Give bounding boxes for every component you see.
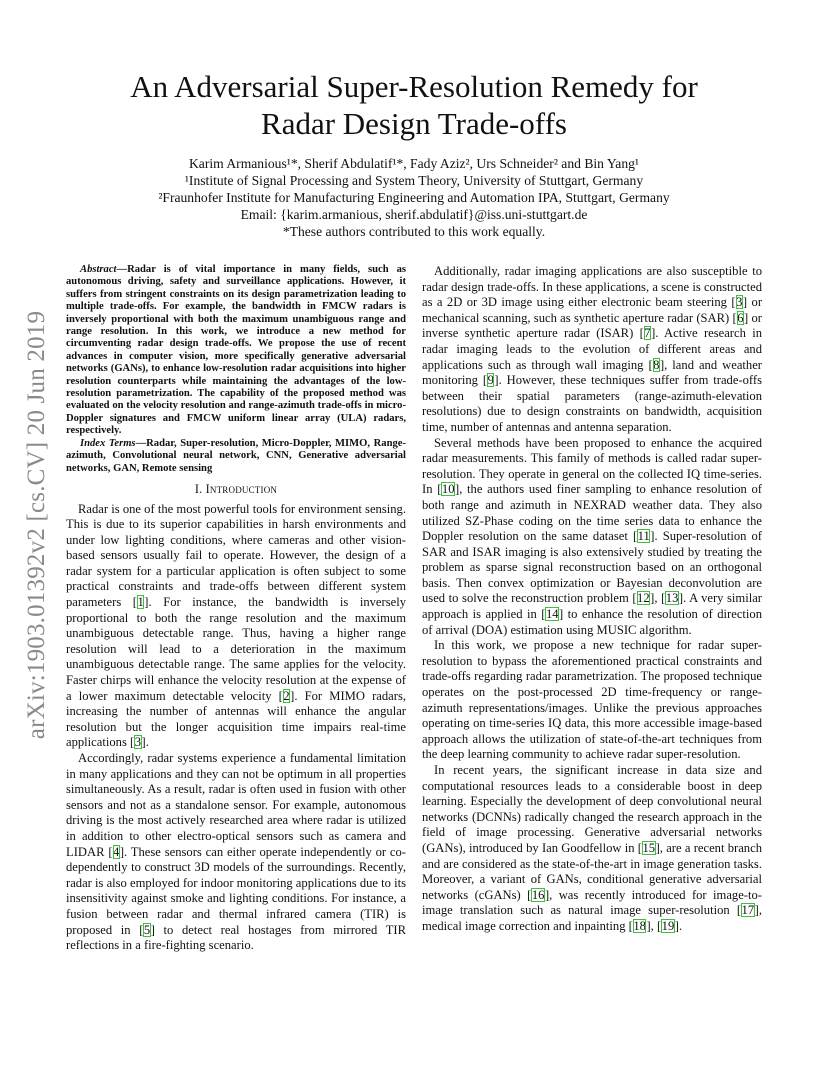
- citation-link[interactable]: 5: [143, 922, 151, 937]
- paragraph-intro-5: In this work, we propose a new technique for radar super-resolution to bypass the aforementioned practical constraints and trade-offs regarding radar parametrization. The proposed technique operates on the post-processed 2D time-frequency or range-azimuth representations/images. Unlike the previous approaches operating on time-series IQ data, this more accessible image-based approach allows the utilization of state-of-the-art techniques from the deep learning community to achieve radar super-resolution.: [422, 638, 762, 762]
- index-terms-label: Index Terms: [80, 437, 136, 449]
- affiliation-1: ¹Institute of Signal Processing and System Theory, University of Stuttgart, Germany: [184, 173, 644, 188]
- paragraph-text: ,: [650, 918, 657, 933]
- paragraph-text: . Super-resolution of SAR and ISAR imaging is also extensively studied by treating the problem as sparse signal reconstruction based on an orthogonal basis. Then convex optimization or Bayesian deconvolution are used to solve the reconstruction problem: [422, 529, 762, 606]
- right-column: [422, 264, 762, 935]
- citation-link[interactable]: 4: [113, 844, 120, 859]
- author-list: Karim Armanious¹*, Sherif Abdulatif¹*, Fady Aziz², Urs Schneider² and Bin Yang¹: [188, 156, 640, 171]
- paragraph-text: , the authors used finer sampling to enhance resolution of both range and azimuth in NEXRAD weather data. They also utilized SZ-Phase coding on the time series data to enhance the Doppler resolution on the same dataset: [422, 482, 762, 544]
- paragraph-intro-1: Radar is one of the most powerful tools for environment sensing. This is due to its superior capabilities in harsh environments and under low lighting conditions, where cameras and other vision-based sensors usually fail to operate. However, the design of a radar system for a particular application is often subject to some practical constraints and trade-offs between different system parameters [1]. For instance, the bandwidth is inversely proportional to both the range resolution and the maximum unambiguous detectable range. Thus, having a higher range resolution will lead to a deterioration in the maximum unambiguous detectable range. The same applies for the velocity. Faster chirps will enhance the velocity resolution at the expense of a lower maximum detectable velocity [2]. For MIMO radars, increasing the number of antennas will enhance the angular resolution but the longer acquisition time impairs real-time applications [3].: [66, 501, 407, 750]
- paragraph-text: . A very similar approach is applied in: [422, 591, 763, 622]
- paragraph-text: , land and weather monitoring: [422, 357, 762, 388]
- affiliation-2: ²Fraunhofer Institute for Manufacturing Engineering and Automation IPA, Stuttgart, Germany: [158, 190, 670, 205]
- paragraph-text: or mechanical scanning, such as synthetic aperture radar (SAR): [422, 295, 763, 325]
- paragraph-intro-2: Accordingly, radar systems experience a fundamental limitation in many applications and they can not be optimum in all properties simultaneously. As a result, radar is often used in fusion with other sensors and not as a standalone sensor. For example, autonomous driving is the most actively researched area where radar is utilized in addition to other electro-optical sensors such as camera and LIDAR [4]. These sensors can either operate independently or co-dependently to construct 3D models of the surroundings. Recently, radar is also employed for indoor monitoring applications due to its insensitivity against smoke and lighting conditions. For instance, a fusion between radar and thermal infrared camera (TIR) is proposed in [5] to detect real hostages from mirrored TIR reflections in a fire-fighting scenario.: [66, 751, 407, 953]
- citation-link[interactable]: 9: [487, 373, 494, 388]
- equal-contribution-note: *These authors contributed to this work equally.: [282, 224, 546, 239]
- paragraph-text: , was recently introduced for image-to-image translation such as natural image super-resolution: [422, 887, 762, 918]
- paragraph-text: . For instance, the bandwidth is inversely proportional to both the range resolution and the maximum unambiguous detectable range. Thus, having a higher range resolution will lead to a deterioration in the maximum unambiguous detectable range. The same applies for the velocity. Faster chirps will enhance the velocity resolution at the expense of a lower maximum detectable velocity: [66, 595, 406, 703]
- paper-title-line-2: Radar Design Trade-offs: [261, 106, 567, 141]
- paragraph-text: .: [145, 735, 149, 750]
- citation-link[interactable]: 7: [644, 326, 651, 341]
- paragraph-text: Radar is one of the most powerful tools for environment sensing. This is due to its superior capabilities in harsh environments and under low lighting conditions, where cameras and other vision-based sensors usually fail to operate. However, the design of a radar system for a particular application is often subject to some practical constraints and trade-offs between different system parameters: [66, 501, 406, 610]
- paragraph-text: , medical image correction and inpainting: [422, 903, 762, 933]
- paper-title-line-1: An Adversarial Super-Resolution Remedy for: [130, 69, 698, 104]
- citation-link[interactable]: 1: [137, 595, 144, 610]
- citation-link[interactable]: 8: [653, 357, 660, 372]
- paragraph-text: Additionally, radar imaging applications are also susceptible to radar design trade-offs. In these applications, a scene is constructed as a 2D or 3D image using either electronic beam steering: [422, 264, 762, 310]
- abstract: [66, 264, 406, 438]
- paragraph-text: . These sensors can either operate independently or co-dependently to construct 3D models of the surroundings. Recently, radar is also employed for indoor monitoring applications due to its insensitivity against smoke and lighting conditions. For instance, a fusion between radar and thermal infrared camera (TIR) is proposed in: [66, 844, 407, 937]
- citation-link[interactable]: 19: [661, 918, 675, 933]
- citation-link[interactable]: 18: [633, 918, 646, 933]
- citation-link[interactable]: 12: [637, 591, 650, 606]
- paragraph-text: . Active research in radar imaging leads to the evolution of different areas and applications such as through wall imaging: [422, 326, 762, 372]
- paragraph-intro-3: Additionally, radar imaging applications are also susceptible to radar design trade-offs. In these applications, a scene is constructed as a 2D or 3D image using either electronic beam steering [3] or mechanical scanning, such as synthetic aperture radar (SAR) [6] or inverse synthetic aperture radar (ISAR) [7]. Active research in radar imaging leads to the evolution of different areas and applications such as through wall imaging [8], land and weather monitoring [9]. However, these techniques suffer from trade-offs between their spatial parameters (range-azimuth-elevation resolutions) due to design constraints on bandwidth, acquisition time, number of antennas and antenna separation.: [422, 264, 763, 434]
- citation-link[interactable]: 3: [134, 735, 142, 750]
- paragraph-text: In recent years, the significant increase in data size and computational resources leads to a considerable boost in deep learning. Especially the development of deep convolutional neural networks (DCNNs) radically changed the research approach in the field of image processing. Generative adversarial networks (GANs), introduced by Ian Goodfellow in: [422, 763, 762, 855]
- paragraph-text: to enhance the resolution of direction of arrival (DOA) estimation using MUSIC algorithm.: [422, 607, 762, 637]
- arxiv-identifier: [22, 290, 52, 760]
- contact-email: Email: {karim.armanious, sherif.abdulatif}@iss.uni-stuttgart.de: [240, 207, 588, 222]
- section-heading-introduction: I. Introduction: [194, 481, 278, 496]
- paragraph-text: . However, these techniques suffer from trade-offs between their spatial parameters (range-azimuth-elevation resolutions) due to design constraints on bandwidth, acquisition time, number of antennas and antenna separation.: [422, 373, 762, 434]
- paragraph-intro-6: In recent years, the significant increase in data size and computational resources leads to a considerable boost in deep learning. Especially the development of deep convolutional neural networks (DCNNs) radically changed the research approach in the field of image processing. Generative adversarial networks (GANs), introduced by Ian Goodfellow in [15], are a recent branch and are considered as the state-of-the-art in image generation tasks. Moreover, a variant of GANs, conditional generative adversarial networks (cGANs) [16], was recently introduced for image-to-image translation such as natural image super-resolution [17], medical image correction and inpainting [18], [19].: [422, 763, 762, 933]
- abstract-label: Abstract: [80, 264, 117, 275]
- arxiv-identifier-text: arXiv:1903.01392v2 [cs.CV] 20 Jun 2019: [23, 310, 50, 740]
- citation-link[interactable]: 17: [741, 903, 755, 918]
- citation-link[interactable]: 2: [283, 688, 290, 703]
- paragraph-text: to detect real hostages from mirrored TIR reflections in a fire-fighting scenario.: [66, 922, 406, 953]
- paragraph-text: Several methods have been proposed to enhance the acquired radar measurements. This family of methods is called radar super-resolution. They operate in general on the collected IQ time-series. In: [422, 435, 762, 497]
- paragraph-intro-4: Several methods have been proposed to enhance the acquired radar measurements. This family of methods is called radar super-resolution. They operate in general on the collected IQ time-series. In [10], the authors used finer sampling to enhance resolution of both range and azimuth in NEXRAD weather data. They also utilized SZ-Phase coding on the time series data to enhance the Doppler resolution on the same dataset [11]. Super-resolution of SAR and ISAR imaging is also extensively studied by treating the problem as sparse signal reconstruction based on an orthogonal basis. Then convex optimization or Bayesian deconvolution are used to solve the reconstruction problem [12], [13]. A very similar approach is applied in [14] to enhance the resolution of direction of arrival (DOA) estimation using MUSIC algorithm.: [422, 435, 763, 637]
- citation-link[interactable]: 16: [531, 887, 545, 902]
- index-terms-text: —Radar, Super-resolution, Micro-Doppler, MIMO, Range-azimuth, Convolutional neural network, CNN, Generative adversarial networks, GAN, Remote sensing: [66, 437, 406, 474]
- citation-link[interactable]: 15: [642, 840, 656, 855]
- citation-link[interactable]: 14: [545, 607, 559, 622]
- citation-link[interactable]: 10: [441, 482, 455, 497]
- paragraph-text: or inverse synthetic aperture radar (ISAR): [422, 310, 763, 341]
- index-terms: [66, 438, 406, 475]
- paragraph-text: Accordingly, radar systems experience a fundamental limitation in many applications and they can not be optimum in all properties simultaneously. As a result, radar is often used in fusion with other sensors and not as a standalone sensor. For example, autonomous driving is the most actively researched area where radar is utilized in addition to other electro-optical sensors such as camera and LIDAR: [66, 751, 406, 859]
- author-block: [80, 155, 748, 240]
- paragraph-text: .: [678, 918, 683, 933]
- abstract-text: —Radar is of vital importance in many fields, such as autonomous driving, safety and surveillance applications. However, it suffers from stringent constraints on its design parametrization leading to multiple trade-offs. For example, the bandwidth in FMCW radars is inversely proportional with both the maximum unambiguous range and range resolution. In this work, we introduce a new method for circumventing radar design trade-offs. We propose the use of recent advances in computer vision, more specifically generative adversarial networks (GANs), to enhance low-resolution radar acquisitions into higher resolution counterparts while maintaining the advantages of the low-resolution parametrization. The capability of the proposed method was evaluated on the velocity resolution and range-azimuth trade-offs in micro-Doppler signatures and FMCW uniform linear array (ULA) radars, respectively.: [66, 264, 406, 437]
- left-column: [66, 264, 406, 954]
- paragraph-text: , are a recent branch and are considered as the state-of-the-art in image generation tasks. Moreover, a variant of GANs, conditional generative adversarial networks (cGANs): [422, 840, 762, 902]
- citation-link[interactable]: 6: [737, 310, 744, 325]
- citation-link[interactable]: 3: [736, 295, 743, 310]
- paragraph-text: ,: [654, 591, 662, 606]
- citation-link[interactable]: 11: [637, 529, 650, 544]
- citation-link[interactable]: 13: [665, 591, 679, 606]
- paragraph-text: . For MIMO radars, increasing the number of antennas will enhance the angular resolution but the longer acquisition time impairs real-time applications: [66, 688, 407, 750]
- paper-title: [60, 68, 768, 142]
